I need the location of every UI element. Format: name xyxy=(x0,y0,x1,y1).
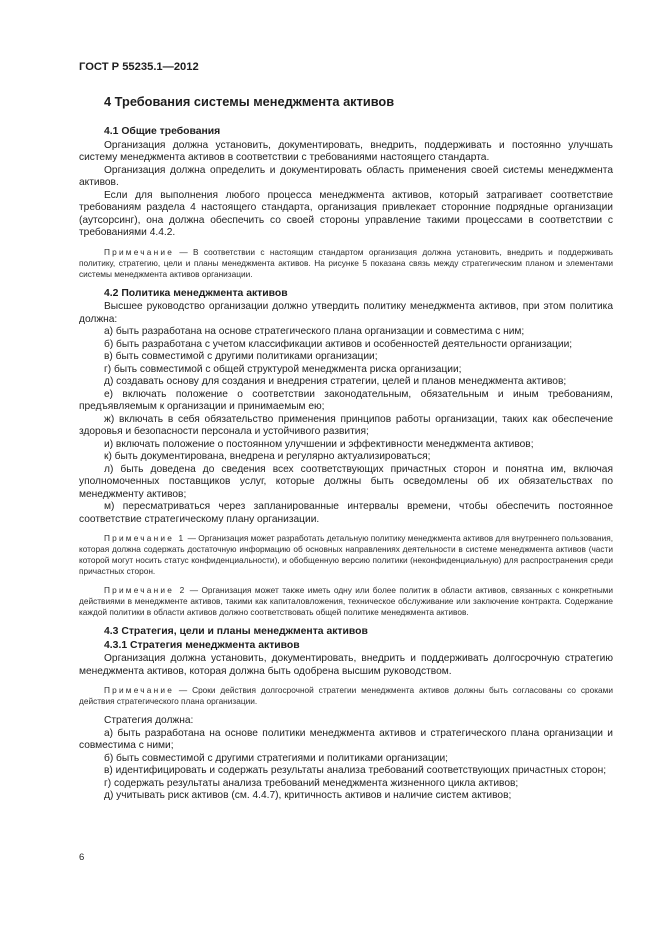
note-1 xyxy=(79,533,613,577)
note-label: Примечание 2 xyxy=(104,585,187,595)
list-item: к) быть документирована, внедрена и регулярно актуализироваться; xyxy=(104,451,431,462)
paragraph: Организация должна определить и документировать область применения своей системы менеджмента активов. xyxy=(79,164,613,188)
note-text: — Сроки действия долгосрочной стратегии менеджмента активов должны быть согласованы со сроками действия стратегического плана организации. xyxy=(79,685,613,706)
section-4-2-title: 4.2 Политика менеджмента активов xyxy=(104,287,288,299)
list-item: а) быть разработана на основе стратегического плана организации и совместима с ним; xyxy=(104,326,525,337)
list-item: д) создавать основу для создания и внедрения стратегии, целей и планов менеджмента активов; xyxy=(104,376,567,387)
note-label: Примечание 1 xyxy=(104,533,186,543)
list-item: л) быть доведена до сведения всех соответствующих причастных сторон и понятна им, включая уполномоченных поставщиков услуг, которые должны быть осведомлены об их обязательствах по менеджменту активов; xyxy=(79,463,613,500)
paragraph: Стратегия должна: xyxy=(104,715,194,726)
note-text: — Организация может разработать детальную политику менеджмента активов для внутреннего пользования, которая должна содержать достаточную информацию об основных направлениях деятельности в системе менеджмента активов (части которой могут носить статус конфиденциальности), и обобщенную версию политики (неконфиденциальную) для распространения среди причастных сторон. xyxy=(79,533,613,576)
section-4-1-title: 4.1 Общие требования xyxy=(104,126,221,137)
note-label: Примечание xyxy=(104,685,175,695)
list-item: ж) включать в себя обязательство применения принципов работы организации, таких как обеспечение здоровья и безопасности персонала и устойчивого развития; xyxy=(79,413,613,437)
note-label: Примечание xyxy=(104,246,175,257)
page-number: 6 xyxy=(79,852,85,863)
paragraph: Организация должна установить, документировать, внедрить и поддерживать долгосрочную стратегию менеджмента активов, которая должна быть одобрена высшим руководством. xyxy=(79,653,613,677)
note xyxy=(79,247,613,280)
section-4-title: 4 Требования системы менеджмента активов xyxy=(104,94,395,109)
paragraph: Если для выполнения любого процесса менеджмента активов, который затрагивает соответствие требованиям раздела 4 настоящего стандарта, организация привлекает сторонние подрядные организации (аутсорсинг), она должна обеспечить со своей стороны управление такими процессами в соответствии с требованиями 4.4.2. xyxy=(79,189,613,238)
note xyxy=(79,685,613,707)
list-item: а) быть разработана на основе политики менеджмента активов и стратегического плана организации и совместима с ними; xyxy=(79,727,613,751)
list-item: в) быть совместимой с другими политиками организации; xyxy=(104,351,378,362)
list-item: г) содержать результаты анализа требований менеджмента жизненного цикла активов; xyxy=(104,777,519,789)
list-item: е) включать положение о соответствии законодательным, обязательным и иным требованиям, предъявляемым к организации и принимаемым ею; xyxy=(79,388,613,412)
list-item: б) быть совместимой с другими стратегиями и политиками организации; xyxy=(104,752,449,764)
note-2 xyxy=(79,585,613,618)
paragraph: Высшее руководство организации должно утвердить политику менеджмента активов, при этом политика должна: xyxy=(79,301,613,325)
section-4-3-1-title: 4.3.1 Стратегия менеджмента активов xyxy=(104,639,300,651)
note-text: — Организация может также иметь одну или более политик в области активов, связанных с конкретными действиями в менеджменте активов, такими как капиталовложения, техническое обслуживание или заключение контракта. Содержание каждой политики в области активов должно соответствовать общей политике менеджмента активов. xyxy=(79,585,613,617)
document-header: ГОСТ Р 55235.1—2012 xyxy=(79,61,199,73)
list-item: г) быть совместимой с общей структурой менеджмента риска организации; xyxy=(104,363,462,375)
section-4-3-title: 4.3 Стратегия, цели и планы менеджмента активов xyxy=(104,626,368,637)
list-item: и) включать положение о постоянном улучшении и эффективности менеджмента активов; xyxy=(104,438,534,450)
list-item: д) учитывать риск активов (см. 4.4.7), критичность активов и наличие систем активов; xyxy=(104,790,512,801)
list-item: в) идентифицировать и содержать результаты анализа требований соответствующих причастных сторон; xyxy=(104,765,607,776)
list-item: б) быть разработана с учетом классификации активов и особенностей деятельности организации; xyxy=(104,338,573,350)
note-text: — В соответствии с настоящим стандартом организация должна установить, внедрить и поддерживать политику, стратегию, цели и планы менеджмента активов. На рисунке 5 показана связь между стратегическим планом и элементами системы менеджмента активов организации. xyxy=(79,246,613,279)
paragraph: Организация должна установить, документировать, внедрить, поддерживать и постоянно улучшать систему менеджмента активов в соответствии с требованиями настоящего стандарта. xyxy=(79,139,613,163)
list-item: м) пересматриваться через запланированные интервалы времени, чтобы обеспечить постоянное соответствие стратегическому плану организации. xyxy=(79,501,613,525)
